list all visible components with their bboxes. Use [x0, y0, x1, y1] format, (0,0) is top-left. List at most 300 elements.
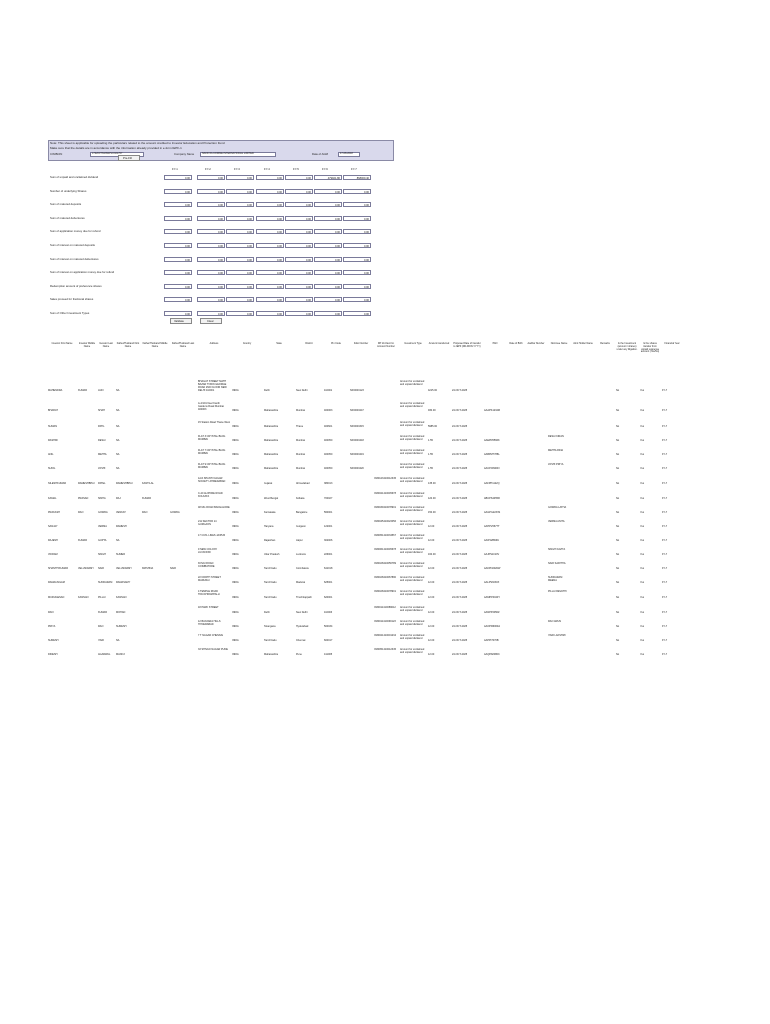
- table-cell-address[interactable]: FLAT 9 CRYSTAL BLDG MUMBAI: [198, 462, 226, 469]
- table-cell-susp[interactable]: Yes: [640, 538, 645, 542]
- table-cell-last[interactable]: JAIN: [98, 388, 104, 392]
- table-cell-pan[interactable]: AALPS3030X: [484, 580, 500, 584]
- summary-value-cell[interactable]: 0.00: [314, 216, 342, 221]
- table-cell-susp[interactable]: Yes: [640, 595, 645, 599]
- table-cell-pin[interactable]: 122001: [324, 524, 333, 528]
- table-cell-fhl[interactable]: [170, 653, 196, 665]
- summary-value-cell[interactable]: 0.00: [197, 189, 225, 194]
- summary-value-cell[interactable]: 0.00: [226, 229, 254, 234]
- table-cell-amount[interactable]: 1.55: [428, 439, 433, 443]
- summary-value-cell[interactable]: 0.00: [226, 270, 254, 275]
- table-cell-last[interactable]: SHAH: [98, 408, 105, 412]
- table-cell-fhf[interactable]: NA: [116, 467, 120, 471]
- table-cell-fhm[interactable]: [142, 653, 168, 665]
- table-cell-amount[interactable]: 120.00: [428, 496, 436, 500]
- summary-value-cell[interactable]: 0.00: [314, 284, 342, 289]
- table-cell-dp[interactable]: [374, 380, 398, 400]
- table-cell-pan[interactable]: AAQPA8080C: [484, 652, 500, 656]
- table-cell-district[interactable]: Hyderabad: [296, 624, 309, 628]
- table-cell-date[interactable]: 24-OCT-2025: [452, 453, 468, 457]
- table-cell-litig[interactable]: No: [616, 496, 620, 500]
- table-cell-dp[interactable]: IN30051410012345: [374, 648, 396, 651]
- table-cell-date[interactable]: 24-OCT-2025: [452, 566, 468, 570]
- table-cell-type[interactable]: Amount for unclaimed and unpaid dividend: [400, 562, 425, 569]
- table-cell-susp[interactable]: Yes: [640, 638, 645, 642]
- table-cell-nominee[interactable]: [548, 380, 570, 400]
- table-cell-folio[interactable]: NFI0000123: [350, 388, 364, 392]
- table-cell-fhf[interactable]: SURESH: [116, 624, 127, 628]
- summary-value-cell[interactable]: 0.00: [197, 202, 225, 207]
- table-cell-type[interactable]: Amount for unclaimed and unpaid dividend: [400, 590, 425, 597]
- table-cell-last[interactable]: PATEL: [98, 482, 106, 486]
- table-cell-date[interactable]: 24-OCT-2025: [452, 552, 468, 556]
- table-cell-dp[interactable]: IN30021410045678: [374, 492, 396, 496]
- table-cell-date[interactable]: 24-OCT-2025: [452, 439, 468, 443]
- table-cell-state[interactable]: Maharashtra: [264, 453, 279, 457]
- table-cell-joint[interactable]: [572, 653, 594, 665]
- table-cell-state[interactable]: Karnataka: [264, 510, 276, 514]
- table-cell-last[interactable]: MEHTA: [98, 453, 107, 457]
- table-cell-state[interactable]: Gujarat: [264, 482, 273, 486]
- table-cell-amount[interactable]: 150.00: [428, 510, 436, 514]
- table-cell-pan[interactable]: AAAPS1234M: [484, 408, 500, 412]
- table-cell-dp[interactable]: IN30011410090123: [374, 620, 396, 623]
- table-cell-fhf[interactable]: NA: [116, 538, 120, 542]
- table-cell-amount[interactable]: 12.00: [428, 610, 435, 614]
- table-cell-amount[interactable]: 12.00: [428, 624, 435, 628]
- table-cell-nominee[interactable]: VERMA ANITA: [548, 520, 565, 524]
- table-cell-last[interactable]: JOSHI: [98, 467, 106, 471]
- table-cell-amount[interactable]: 12.00: [428, 638, 435, 642]
- summary-value-cell[interactable]: 0.00: [314, 243, 342, 248]
- table-cell-last[interactable]: PILLAI: [98, 595, 106, 599]
- table-cell-fy[interactable]: FY-7: [662, 496, 668, 500]
- table-cell-pan[interactable]: AAIPG8899U: [484, 538, 500, 542]
- summary-value-cell[interactable]: 0.00: [164, 216, 192, 221]
- table-cell-country[interactable]: INDIA: [232, 524, 239, 528]
- table-cell-date[interactable]: 24-OCT-2025: [452, 595, 468, 599]
- summary-value-cell[interactable]: 0.00: [256, 257, 284, 262]
- table-cell-fhf[interactable]: MANOJ: [116, 652, 125, 656]
- summary-value-cell[interactable]: 0.00: [343, 297, 371, 302]
- table-cell-susp[interactable]: Yes: [640, 482, 645, 486]
- table-cell-folio[interactable]: NFI0000419: [350, 453, 364, 457]
- table-cell-type[interactable]: Amount for unclaimed and unpaid dividend: [400, 548, 425, 555]
- table-cell-address[interactable]: 4 TEMPLE ROAD TIRUCHIRAPPALLI: [198, 590, 220, 597]
- table-cell-nominee[interactable]: [548, 648, 570, 660]
- summary-value-cell[interactable]: 868009.40: [343, 175, 371, 180]
- table-cell-fhf[interactable]: NA: [116, 453, 120, 457]
- table-cell-first[interactable]: VIKRAM: [48, 552, 58, 556]
- summary-value-cell[interactable]: 0.00: [164, 257, 192, 262]
- table-cell-nominee[interactable]: IYER LAKSHMI: [548, 634, 566, 637]
- summary-value-cell[interactable]: 0.00: [285, 175, 313, 180]
- table-cell-pan[interactable]: ABCPS4455R: [484, 496, 500, 500]
- summary-value-cell[interactable]: 0.00: [285, 202, 313, 207]
- table-cell-middle[interactable]: VELUSWAMY: [78, 566, 94, 570]
- table-cell-nominee[interactable]: RAO ARUN: [548, 620, 562, 623]
- table-cell-country[interactable]: INDIA: [232, 453, 239, 457]
- table-cell-last[interactable]: AGARWAL: [98, 652, 111, 656]
- table-cell-nominee[interactable]: [548, 492, 570, 504]
- table-cell-type[interactable]: Amount for unclaimed and unpaid dividend: [400, 448, 425, 455]
- table-cell-susp[interactable]: Yes: [640, 652, 645, 656]
- summary-value-cell[interactable]: 0.00: [164, 297, 192, 302]
- table-cell-country[interactable]: INDIA: [232, 510, 239, 514]
- table-cell-first[interactable]: SANJAY: [48, 524, 58, 528]
- table-cell-dp[interactable]: [374, 421, 398, 433]
- table-cell-fy[interactable]: FY-7: [662, 610, 668, 614]
- table-cell-first[interactable]: SUNIL: [48, 467, 56, 471]
- table-cell-type[interactable]: Amount for unclaimed and unpaid dividend: [400, 576, 425, 583]
- table-cell-amount[interactable]: 12.00: [428, 595, 435, 599]
- table-cell-pin[interactable]: 400050: [324, 467, 333, 471]
- table-cell-fhf[interactable]: RAJ: [116, 496, 121, 500]
- table-cell-dp[interactable]: IN30108410067890: [374, 576, 396, 580]
- table-cell-last[interactable]: VERMA: [98, 524, 107, 528]
- table-cell-fhf[interactable]: MOHAN: [116, 610, 126, 614]
- table-cell-pin[interactable]: 641018: [324, 566, 333, 570]
- table-cell-type[interactable]: Amount for unclaimed and unpaid dividend: [400, 434, 425, 441]
- table-cell-state[interactable]: Maharashtra: [264, 652, 279, 656]
- summary-value-cell[interactable]: 0.00: [256, 284, 284, 289]
- table-cell-district[interactable]: Pune: [296, 652, 302, 656]
- table-cell-fhf[interactable]: RAMESH: [116, 524, 127, 528]
- table-cell-address[interactable]: 9 NEW COLONY LUCKNOW: [198, 548, 218, 555]
- table-cell-district[interactable]: Bangalore: [296, 510, 308, 514]
- table-cell-address[interactable]: 22 NORTH STREET MADURAI: [198, 576, 221, 583]
- table-cell-country[interactable]: INDIA: [232, 638, 239, 642]
- table-cell-date[interactable]: 24-OCT-2025: [452, 624, 468, 628]
- table-cell-susp[interactable]: Yes: [640, 408, 645, 412]
- table-cell-pan[interactable]: AAKPN2020W: [484, 566, 501, 570]
- table-cell-address[interactable]: FLAT 7 CRYSTAL BLDG MUMBAI: [198, 448, 226, 455]
- table-cell-date[interactable]: 24-OCT-2025: [452, 425, 468, 429]
- table-cell-fy[interactable]: FY-7: [662, 467, 668, 471]
- table-cell-litig[interactable]: No: [616, 566, 620, 570]
- summary-value-cell[interactable]: 0.00: [285, 229, 313, 234]
- table-cell-fy[interactable]: FY-7: [662, 439, 668, 443]
- table-cell-folio[interactable]: [350, 653, 372, 665]
- table-cell-fhf[interactable]: VENKAT: [116, 510, 126, 514]
- table-cell-state[interactable]: Uttar Pradesh: [264, 552, 280, 556]
- table-cell-pin[interactable]: 400050: [324, 439, 333, 443]
- table-cell-country[interactable]: INDIA: [232, 482, 239, 486]
- table-cell-fy[interactable]: FY-7: [662, 524, 668, 528]
- summary-value-cell[interactable]: 0.00: [164, 284, 192, 289]
- table-cell-address[interactable]: 18 PARK STREET: [198, 606, 219, 609]
- table-cell-type[interactable]: Amount for unclaimed and unpaid dividend: [400, 402, 425, 408]
- table-cell-amount[interactable]: 12.00: [428, 538, 435, 542]
- table-cell-nominee[interactable]: [548, 606, 570, 618]
- table-cell-pin[interactable]: 400063: [324, 408, 333, 412]
- summary-value-cell[interactable]: 0.00: [226, 257, 254, 262]
- table-cell-amount[interactable]: 1.55: [428, 453, 433, 457]
- table-cell-address[interactable]: 211 SECTOR 14 GURGAON: [198, 520, 217, 527]
- table-cell-susp[interactable]: Yes: [640, 580, 645, 584]
- table-cell-state[interactable]: Maharashtra: [264, 408, 279, 412]
- table-cell-fhl[interactable]: NAIR: [170, 566, 176, 570]
- table-cell-dp[interactable]: IN30108410056789: [374, 562, 396, 566]
- table-cell-date[interactable]: 24-OCT-2025: [452, 467, 468, 471]
- table-cell-pin[interactable]: 380013: [324, 482, 333, 486]
- table-cell-country[interactable]: INDIA: [232, 595, 239, 599]
- table-cell-address[interactable]: 33 SHIVAJI NAGAR PUNE: [198, 648, 228, 651]
- table-cell-fhm[interactable]: KANTILAL: [142, 482, 154, 486]
- summary-value-cell[interactable]: 0.00: [314, 257, 342, 262]
- table-cell-first[interactable]: DINESH: [48, 652, 58, 656]
- table-cell-nominee[interactable]: NAIR SARITHA: [548, 562, 566, 566]
- summary-value-cell[interactable]: 0.00: [314, 270, 342, 275]
- table-cell-litig[interactable]: No: [616, 425, 620, 429]
- table-cell-last[interactable]: KUMAR: [98, 610, 108, 614]
- table-cell-country[interactable]: INDIA: [232, 439, 239, 443]
- summary-value-cell[interactable]: 0.00: [197, 257, 225, 262]
- summary-value-cell[interactable]: 0.00: [164, 175, 192, 180]
- table-cell-nominee[interactable]: SUNDARAM MEENA: [548, 576, 563, 583]
- summary-value-cell[interactable]: 0.00: [197, 270, 225, 275]
- table-cell-district[interactable]: Thane: [296, 425, 304, 429]
- table-cell-date[interactable]: 24-OCT-2025: [452, 538, 468, 542]
- table-cell-dp[interactable]: [374, 463, 398, 475]
- table-cell-date[interactable]: 24-OCT-2025: [452, 652, 468, 656]
- table-cell-date[interactable]: 24-OCT-2025: [452, 482, 468, 486]
- summary-value-cell[interactable]: 0.00: [343, 202, 371, 207]
- table-cell-folio[interactable]: NFI0000315: [350, 425, 364, 429]
- table-cell-pin[interactable]: 411005: [324, 652, 333, 656]
- table-cell-nominee[interactable]: GOWDA LATHA: [548, 506, 567, 510]
- table-cell-fy[interactable]: FY-7: [662, 595, 668, 599]
- table-cell-type[interactable]: Amount for unclaimed and unpaid dividend: [400, 534, 425, 541]
- table-cell-pin[interactable]: 620001: [324, 595, 333, 599]
- table-cell-folio[interactable]: NFI0000420: [350, 467, 364, 471]
- summary-value-cell[interactable]: 0.00: [256, 311, 284, 316]
- table-cell-first[interactable]: RASHMI: [48, 439, 58, 443]
- table-cell-pan[interactable]: AAPPI7070B: [484, 638, 499, 642]
- table-cell-fhm[interactable]: RAO: [142, 510, 148, 514]
- table-cell-fy[interactable]: FY-7: [662, 388, 668, 392]
- table-cell-country[interactable]: INDIA: [232, 496, 239, 500]
- table-cell-fy[interactable]: FY-7: [662, 482, 668, 486]
- table-cell-pan[interactable]: AAEPD5566K: [484, 439, 500, 443]
- summary-value-cell[interactable]: 0.00: [256, 202, 284, 207]
- table-cell-litig[interactable]: No: [616, 388, 620, 392]
- table-cell-dp[interactable]: [374, 449, 398, 461]
- table-cell-type[interactable]: Amount for unclaimed and unpaid dividend: [400, 506, 425, 513]
- table-cell-pin[interactable]: 400050: [324, 453, 333, 457]
- table-cell-last[interactable]: GOWDA: [98, 510, 108, 514]
- table-cell-district[interactable]: Mumbai: [296, 467, 305, 471]
- table-cell-susp[interactable]: Yes: [640, 467, 645, 471]
- table-cell-amount[interactable]: 1.55: [428, 467, 433, 471]
- table-cell-litig[interactable]: No: [616, 510, 620, 514]
- table-cell-first[interactable]: SURESH: [48, 638, 59, 642]
- table-cell-litig[interactable]: No: [616, 624, 620, 628]
- summary-value-cell[interactable]: 0.00: [226, 175, 254, 180]
- summary-value-cell[interactable]: 0.00: [285, 270, 313, 275]
- summary-value-cell[interactable]: 0.00: [197, 216, 225, 221]
- table-cell-fhf[interactable]: RAMASAMY: [116, 580, 131, 584]
- table-cell-district[interactable]: Lucknow: [296, 552, 306, 556]
- table-cell-litig[interactable]: No: [616, 552, 620, 556]
- table-cell-nominee[interactable]: PILLAI REVATHI: [548, 590, 567, 594]
- table-cell-fhf[interactable]: KANNAN: [116, 595, 127, 599]
- table-cell-country[interactable]: INDIA: [232, 652, 239, 656]
- table-cell-middle[interactable]: RAMESHBHAI: [78, 482, 95, 486]
- table-cell-amount[interactable]: 12.00: [428, 580, 435, 584]
- table-cell-pin[interactable]: 500034: [324, 624, 333, 628]
- summary-value-cell[interactable]: 0.00: [256, 270, 284, 275]
- table-cell-amount[interactable]: 135.00: [428, 482, 436, 486]
- table-cell-address[interactable]: 15 Station Road Thane West: [198, 420, 230, 424]
- summary-value-cell[interactable]: 0.00: [197, 311, 225, 316]
- table-cell-state[interactable]: Maharashtra: [264, 467, 279, 471]
- table-cell-susp[interactable]: Yes: [640, 388, 645, 392]
- table-cell-type[interactable]: Amount for unclaimed and unpaid dividend: [400, 634, 425, 640]
- summary-value-cell[interactable]: 0.00: [197, 175, 225, 180]
- table-cell-date[interactable]: 24-OCT-2025: [452, 408, 468, 412]
- table-cell-district[interactable]: Coimbatore: [296, 566, 309, 570]
- table-cell-state[interactable]: Tamil Nadu: [264, 595, 277, 599]
- summary-value-cell[interactable]: 0.00: [343, 257, 371, 262]
- table-cell-district[interactable]: Ahmedabad: [296, 482, 310, 486]
- table-cell-district[interactable]: Tiruchirappalli: [296, 595, 312, 599]
- summary-value-cell[interactable]: 0.00: [226, 284, 254, 289]
- summary-value-cell[interactable]: 0.00: [164, 270, 192, 275]
- table-cell-fhf[interactable]: SUMER: [116, 552, 126, 556]
- table-cell-fy[interactable]: FY-7: [662, 552, 668, 556]
- table-cell-last[interactable]: SINGH: [98, 552, 106, 556]
- table-cell-fhf[interactable]: NA: [116, 408, 120, 412]
- summary-value-cell[interactable]: 0.00: [343, 216, 371, 221]
- table-cell-pan[interactable]: AAHPV6677T: [484, 524, 500, 528]
- table-cell-pan[interactable]: AAMPP4040Y: [484, 595, 500, 599]
- table-cell-aadhar[interactable]: [526, 653, 546, 665]
- table-cell-address[interactable]: KOVAI ROAD COIMBATORE: [198, 562, 215, 569]
- table-cell-fhf[interactable]: NA: [116, 638, 120, 642]
- table-cell-susp[interactable]: Yes: [640, 439, 645, 443]
- summary-value-cell[interactable]: 0.00: [256, 216, 284, 221]
- table-cell-fhl[interactable]: GOWDA: [170, 510, 180, 514]
- table-cell-amount[interactable]: 4215.00: [428, 388, 438, 392]
- table-cell-dp[interactable]: [374, 402, 398, 419]
- table-cell-address[interactable]: C-20 ALIPORE ROAD KOLKATA: [198, 492, 223, 499]
- table-cell-first[interactable]: MAHENDRA: [48, 388, 63, 392]
- table-cell-fy[interactable]: FY-7: [662, 510, 668, 514]
- table-cell-litig[interactable]: No: [616, 467, 620, 471]
- table-cell-pin[interactable]: 400601: [324, 425, 333, 429]
- summary-value-cell[interactable]: 0.00: [314, 202, 342, 207]
- table-cell-nominee[interactable]: SINGH KAVITA: [548, 548, 566, 552]
- table-cell-dp[interactable]: IN30051410034567: [374, 534, 396, 538]
- table-cell-state[interactable]: Maharashtra: [264, 425, 279, 429]
- table-cell-district[interactable]: Mumbai: [296, 453, 305, 457]
- table-cell-litig[interactable]: No: [616, 652, 620, 656]
- table-cell-last[interactable]: GUPTA: [98, 538, 107, 542]
- table-cell-fhf[interactable]: NA: [116, 388, 120, 392]
- table-cell-fhm[interactable]: KRISHNA: [142, 566, 154, 570]
- summary-value-cell[interactable]: 0.00: [226, 216, 254, 221]
- summary-value-cell[interactable]: 0.00: [197, 229, 225, 234]
- table-cell-first[interactable]: SHANTHIKUMAR: [48, 566, 69, 570]
- table-cell-state[interactable]: Haryana: [264, 524, 274, 528]
- summary-value-cell[interactable]: 0.00: [314, 229, 342, 234]
- table-cell-type[interactable]: Amount for unclaimed and unpaid dividend: [400, 492, 425, 499]
- table-cell-address[interactable]: BHAGAT STREET MATH BAZAR TOWN GEORGE ROAD 2ND FLOOR NEW DELHI 110001: [198, 380, 227, 392]
- summary-value-cell[interactable]: 0.00: [343, 311, 371, 316]
- table-cell-first[interactable]: BHARAT: [48, 408, 58, 412]
- summary-value-cell[interactable]: 0.00: [343, 229, 371, 234]
- table-cell-address[interactable]: FLAT 3 CRYSTAL BLDG MUMBAI: [198, 434, 226, 441]
- table-cell-type[interactable]: Amount for unclaimed and unpaid dividend: [400, 648, 425, 654]
- table-cell-address[interactable]: 17 CIVIL LINES JAIPUR: [198, 534, 226, 538]
- table-cell-first[interactable]: MURUGESAN: [48, 595, 65, 599]
- summary-value-cell[interactable]: 0.00: [343, 284, 371, 289]
- table-cell-nominee[interactable]: [548, 534, 570, 546]
- summary-value-cell[interactable]: 0.00: [226, 311, 254, 316]
- table-cell-last[interactable]: SUNDARAM: [98, 580, 113, 584]
- table-cell-litig[interactable]: No: [616, 595, 620, 599]
- summary-value-cell[interactable]: 0.00: [256, 243, 284, 248]
- summary-value-cell[interactable]: 0.00: [197, 243, 225, 248]
- table-cell-pan[interactable]: AAOPR6060A: [484, 624, 500, 628]
- table-cell-folio[interactable]: NFI0000247: [350, 408, 364, 412]
- table-cell-last[interactable]: SINHA: [98, 496, 106, 500]
- table-cell-first[interactable]: NILESHKUMAR: [48, 482, 67, 486]
- table-cell-date[interactable]: 24-OCT-2025: [452, 580, 468, 584]
- summary-value-cell[interactable]: 0.00: [285, 216, 313, 221]
- summary-value-cell[interactable]: 0.00: [256, 229, 284, 234]
- table-cell-country[interactable]: INDIA: [232, 552, 239, 556]
- table-cell-pin[interactable]: 226001: [324, 552, 333, 556]
- table-cell-address[interactable]: 48 MG ROAD BANGALORE: [198, 506, 230, 510]
- table-cell-state[interactable]: Maharashtra: [264, 439, 279, 443]
- table-cell-dp[interactable]: IN30011410089012: [374, 606, 396, 609]
- table-cell-dp[interactable]: IN30123410012345: [374, 476, 396, 480]
- summary-value-cell[interactable]: 0.00: [256, 189, 284, 194]
- table-cell-country[interactable]: INDIA: [232, 425, 239, 429]
- summary-value-cell[interactable]: 0.00: [226, 297, 254, 302]
- table-cell-nominee[interactable]: DESAI KIRAN: [548, 434, 564, 438]
- summary-value-cell[interactable]: 0.00: [164, 202, 192, 207]
- summary-value-cell[interactable]: 0.00: [314, 297, 342, 302]
- summary-value-cell[interactable]: 0.00: [164, 243, 192, 248]
- table-cell-dp[interactable]: [374, 435, 398, 447]
- table-cell-date[interactable]: 24-OCT-2025: [452, 524, 468, 528]
- table-cell-litig[interactable]: No: [616, 453, 620, 457]
- summary-value-cell[interactable]: 0.00: [256, 175, 284, 180]
- table-cell-first[interactable]: RAVI: [48, 610, 54, 614]
- table-cell-last[interactable]: PATIL: [98, 425, 105, 429]
- table-cell-type[interactable]: Amount for unclaimed and unpaid dividend: [400, 380, 425, 386]
- table-cell-date[interactable]: 24-OCT-2025: [452, 610, 468, 614]
- table-cell-dob[interactable]: [508, 653, 524, 665]
- table-cell-amount[interactable]: 5985.00: [428, 425, 438, 429]
- table-cell-dp[interactable]: IN30045410023456: [374, 520, 396, 524]
- table-cell-pan[interactable]: AAFPP1122Q: [484, 482, 500, 486]
- table-cell-date[interactable]: 24-OCT-2025: [452, 638, 468, 642]
- summary-value-cell[interactable]: 0.00: [164, 229, 192, 234]
- summary-value-cell[interactable]: 0.00: [226, 189, 254, 194]
- table-cell-fhm[interactable]: KUMAR: [142, 496, 152, 500]
- table-cell-fhf[interactable]: NA: [116, 439, 120, 443]
- table-cell-state[interactable]: Tamil Nadu: [264, 638, 277, 642]
- table-cell-type[interactable]: Amount for unclaimed and unpaid dividend: [400, 462, 425, 469]
- table-cell-first[interactable]: RAJESH: [48, 538, 58, 542]
- table-cell-state[interactable]: West Bengal: [264, 496, 279, 500]
- table-cell-pin[interactable]: 110003: [324, 610, 333, 614]
- table-cell-amount[interactable]: 12.00: [428, 524, 435, 528]
